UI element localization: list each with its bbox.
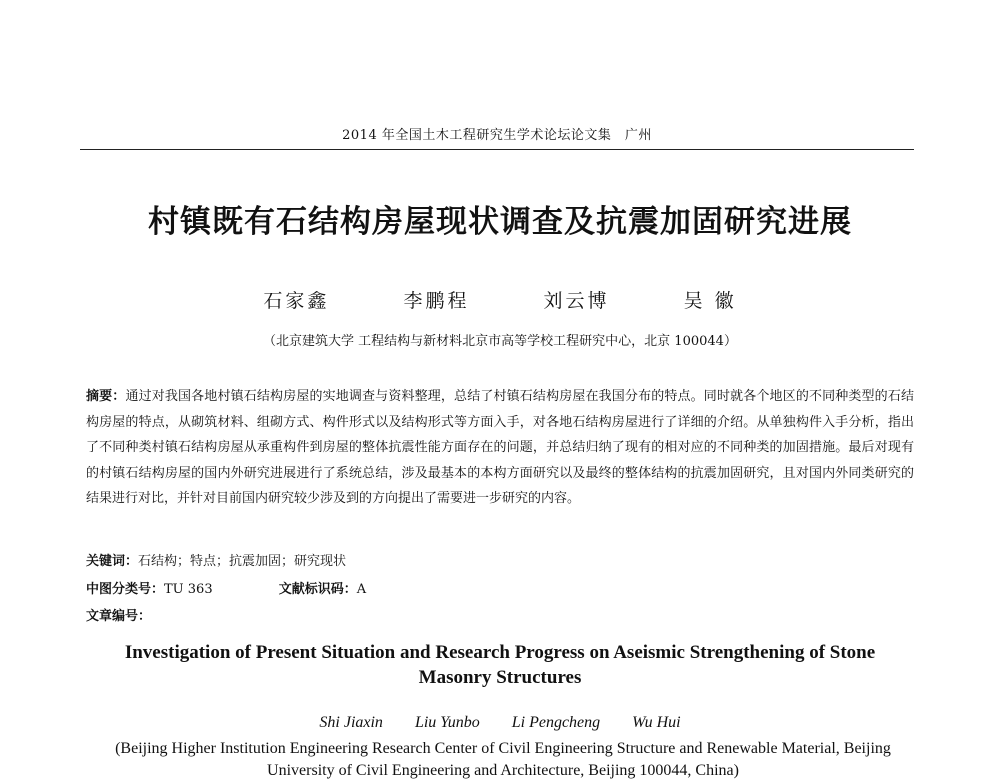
article-number-label: 文章编号： [86, 609, 152, 624]
classification-line [86, 578, 366, 597]
classification-label: 中图分类号： [86, 582, 165, 597]
author-en: Wu Hui [632, 714, 681, 731]
author-cn: 李鹏程 [403, 290, 470, 312]
classification-value: TU 363 [164, 582, 213, 597]
author-en: Li Pengcheng [511, 714, 601, 731]
affiliation-chinese: （北京建筑大学 工程结构与新材料北京市高等学校工程研究中心，北京 100044） [263, 334, 737, 349]
article-number [86, 605, 151, 624]
author-en: Shi Jiaxin [319, 714, 383, 731]
author-en: Liu Yunbo [414, 714, 480, 731]
keywords-text: 石结构；特点；抗震加固；研究现状 [138, 554, 347, 569]
document-code-label: 文献标识码： [278, 582, 357, 597]
author-cn: 吴 徽 [683, 290, 737, 312]
author-cn: 石家鑫 [263, 290, 330, 312]
affiliation-english: (Beijing Higher Institution Engineering Research Center of Civil Engineering Structure and Renewable Material, Beijing University of Civil Engineering and Architecture, Beijing 100044, China) [115, 740, 891, 779]
author-cn: 刘云博 [543, 290, 610, 312]
keywords [86, 550, 346, 569]
keywords-label: 关键词： [86, 554, 139, 569]
title-english: Investigation of Present Situation and Research Progress on Aseismic Strengthening of Stone Masonry Structures [124, 642, 876, 688]
abstract-label: 摘要： [86, 389, 126, 404]
running-header: 2014 年全国土木工程研究生学术论坛论文集 广州 [80, 124, 914, 150]
author-list-english [0, 714, 1000, 732]
document-code-value: A [356, 582, 367, 597]
title-chinese: 村镇既有石结构房屋现状调查及抗震加固研究进展 [148, 204, 852, 240]
abstract-text: 通过对我国各地村镇石结构房屋的实地调查与资料整理，总结了村镇石结构房屋在我国分布的特点。同时就各个地区的不同种类型的石结构房屋的特点，从砌筑材料、组砌方式、构件形式以及结构形式等方面入手，对各地石结构房屋进行了详细的介绍。从单独构件入手分析，指出了不同种类村镇石结构房屋从承重构件到房屋的整体抗震性能方面存在的问题，并总结归纳了现有的相对应的不同种类的加固措施。最后对现有的村镇石结构房屋的国内外研究进展进行了系统总结，涉及最基本的本构方面研究以及最终的整体结构的抗震加固研究，且对国内外同类研究的结果进行对比，并针对目前国内研究较少涉及到的方向提出了需要进一步研究的内容。 [86, 389, 914, 506]
author-list-chinese [0, 286, 1000, 313]
abstract [86, 384, 914, 512]
